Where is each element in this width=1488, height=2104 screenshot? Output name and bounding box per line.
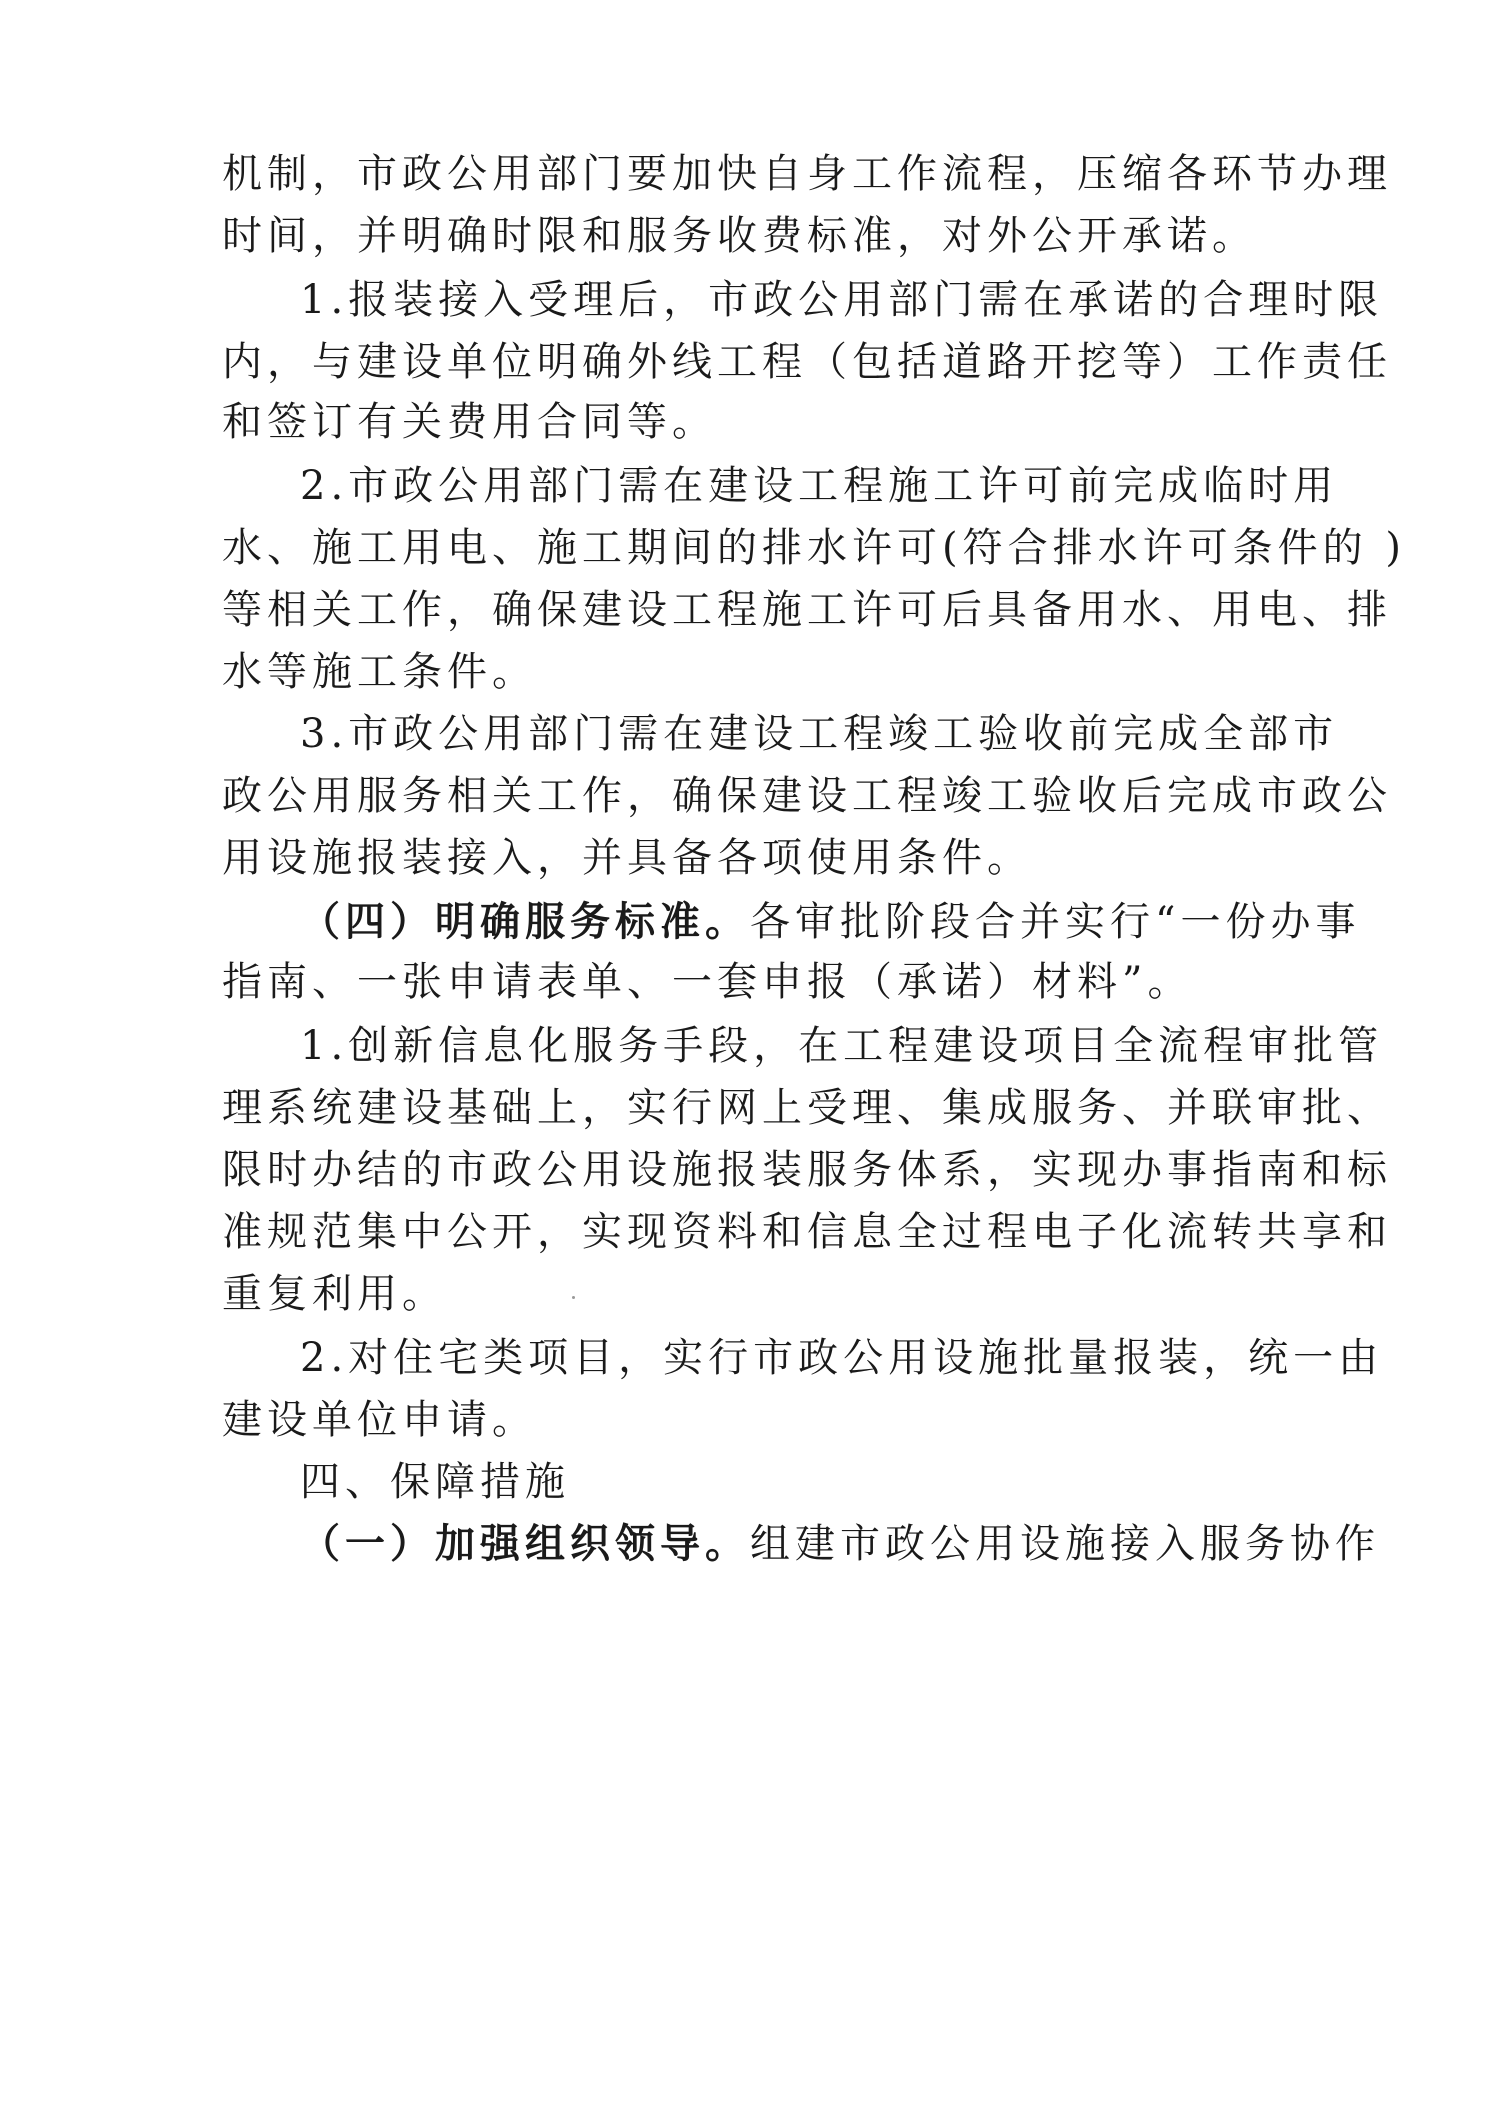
paragraph-line: 1.报装接入受理后，市政公用部门需在承诺的合理时限 bbox=[300, 277, 1384, 323]
paragraph-line: 理系统建设基础上，实行网上受理、集成服务、并联审批、 bbox=[222, 1085, 1392, 1131]
section-line-1 bbox=[300, 1520, 1380, 1568]
paragraph-line: 水等施工条件。 bbox=[222, 649, 537, 695]
paragraph-line: 限时办结的市政公用设施报装服务体系，实现办事指南和标 bbox=[222, 1147, 1392, 1193]
paragraph-line: 2.市政公用部门需在建设工程施工许可前完成临时用 bbox=[300, 463, 1339, 509]
paragraph-line: 内，与建设单位明确外线工程（包括道路开挖等）工作责任 bbox=[222, 339, 1392, 385]
section-text: 组建市政公用设施接入服务协作 bbox=[750, 1521, 1380, 1567]
paragraph-line: 重复利用。 bbox=[222, 1271, 447, 1317]
paragraph-line: 政公用服务相关工作，确保建设工程竣工验收后完成市政公 bbox=[222, 773, 1392, 819]
section-heading-4: （四）明确服务标准。 bbox=[300, 898, 750, 945]
paragraph-line: 用设施报装接入，并具备各项使用条件。 bbox=[222, 835, 1032, 881]
paragraph-line: 3.市政公用部门需在建设工程竣工验收前完成全部市 bbox=[300, 711, 1339, 757]
paragraph-line: 水、施工用电、施工期间的排水许可(符合排水许可条件的 ) bbox=[222, 525, 1406, 571]
scan-speck bbox=[572, 1296, 575, 1299]
section-line-4 bbox=[300, 898, 1361, 946]
paragraph-line: 建设单位申请。 bbox=[222, 1397, 537, 1443]
paragraph-line: 指南、一张申请表单、一套申报（承诺）材料”。 bbox=[222, 959, 1193, 1005]
paragraph-line: 时间，并明确时限和服务收费标准，对外公开承诺。 bbox=[222, 213, 1257, 259]
paragraph-line: 准规范集中公开，实现资料和信息全过程电子化流转共享和 bbox=[222, 1209, 1392, 1255]
paragraph-line: 1.创新信息化服务手段，在工程建设项目全流程审批管 bbox=[300, 1023, 1384, 1069]
paragraph-line: 机制，市政公用部门要加快自身工作流程，压缩各环节办理 bbox=[222, 151, 1392, 197]
paragraph-line: 和签订有关费用合同等。 bbox=[222, 399, 717, 445]
paragraph-line: 等相关工作，确保建设工程施工许可后具备用水、用电、排 bbox=[222, 587, 1392, 633]
paragraph-line: 2.对住宅类项目，实行市政公用设施批量报装，统一由 bbox=[300, 1335, 1384, 1381]
section-heading-1: （一）加强组织领导。 bbox=[300, 1520, 750, 1567]
section-text: 各审批阶段合并实行“一份办事 bbox=[750, 899, 1361, 945]
chapter-heading: 四、保障措施 bbox=[300, 1459, 570, 1505]
